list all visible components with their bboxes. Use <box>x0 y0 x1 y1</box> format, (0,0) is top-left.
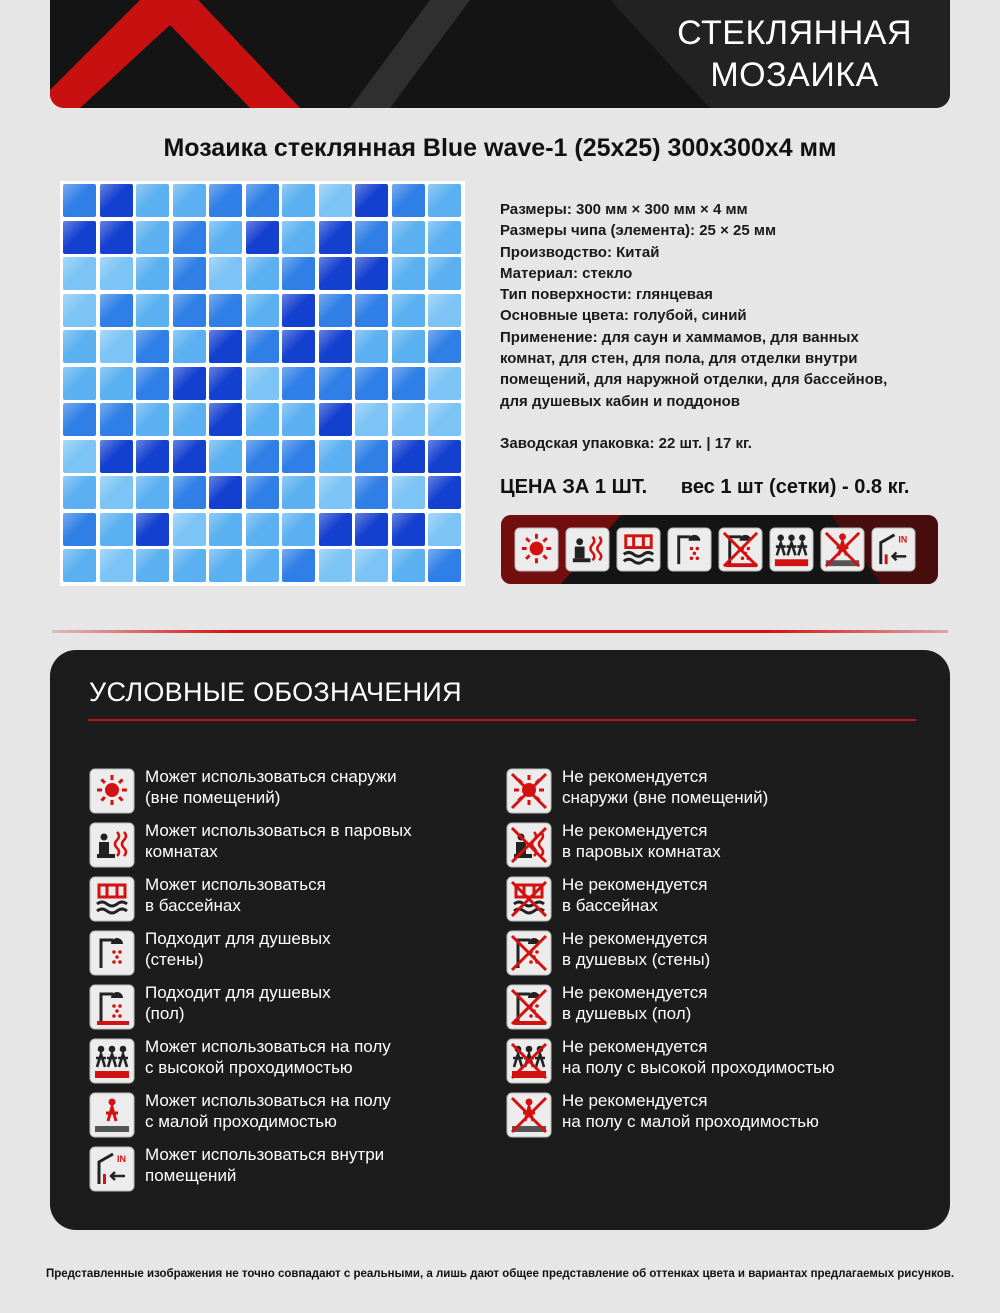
mosaic-chip <box>428 257 461 290</box>
weight-label: вес 1 шт (сетки) - 0.8 кг. <box>680 476 910 498</box>
mosaic-chip <box>63 221 96 254</box>
shower-wall-not-recommended-icon <box>506 930 552 976</box>
mosaic-chip <box>282 221 315 254</box>
mosaic-chip <box>392 221 425 254</box>
mosaic-chip <box>173 184 206 217</box>
shower-floor-icon <box>89 984 135 1030</box>
mosaic-chip <box>136 221 169 254</box>
mosaic-chip <box>136 257 169 290</box>
usage-icon-bar <box>501 515 938 584</box>
mosaic-chip <box>100 367 133 400</box>
spec-origin: Производство: Китай <box>500 243 660 261</box>
mosaic-chip <box>319 184 352 217</box>
mosaic-chip <box>428 367 461 400</box>
mosaic-chip <box>355 549 388 582</box>
spec-chip-size: Размеры чипа (элемента): 25 × 25 мм <box>500 222 777 240</box>
mosaic-chip <box>246 367 279 400</box>
mosaic-chip <box>100 440 133 473</box>
steam-room-icon <box>89 822 135 868</box>
mosaic-chip <box>392 294 425 327</box>
mosaic-chip <box>282 513 315 546</box>
mosaic-chip <box>428 549 461 582</box>
mosaic-chip <box>209 184 242 217</box>
high-traffic-floor-icon <box>89 1038 135 1084</box>
mosaic-chip <box>246 403 279 436</box>
mosaic-chip <box>319 221 352 254</box>
mosaic-chip <box>355 513 388 546</box>
product-specs <box>500 199 940 454</box>
price-label: ЦЕНА ЗА 1 ШТ. <box>500 476 648 498</box>
mosaic-chip <box>392 403 425 436</box>
mosaic-chip <box>282 476 315 509</box>
mosaic-chip <box>428 403 461 436</box>
high-traffic-floor-icon <box>769 527 814 572</box>
mosaic-chip <box>428 513 461 546</box>
mosaic-chip <box>209 403 242 436</box>
mosaic-chip <box>63 549 96 582</box>
mosaic-chip <box>282 184 315 217</box>
mosaic-chip <box>319 513 352 546</box>
disclaimer-footnote: Представленные изображения не точно совпадают с реальными, а лишь дают общее представление об оттенках цвета и вариантах предлагаемых рисунков. <box>45 1268 955 1280</box>
mosaic-chip <box>209 440 242 473</box>
pool-icon <box>616 527 661 572</box>
shower-wall-icon <box>89 930 135 976</box>
spec-usage-line2: комнат, для стен, для пола, для отделки внутри <box>500 350 858 368</box>
mosaic-chip <box>246 440 279 473</box>
mosaic-chip <box>392 257 425 290</box>
mosaic-chip <box>428 221 461 254</box>
high-traffic-floor-not-recommended-icon <box>506 1038 552 1084</box>
legend-divider <box>88 719 916 721</box>
mosaic-chip <box>136 294 169 327</box>
mosaic-chip <box>282 367 315 400</box>
mosaic-chip <box>392 184 425 217</box>
mosaic-chip <box>355 330 388 363</box>
mosaic-chip <box>428 440 461 473</box>
mosaic-chip <box>63 440 96 473</box>
sun-icon <box>89 768 135 814</box>
spec-surface: Тип поверхности: глянцевая <box>500 286 713 304</box>
svg-text:IN: IN <box>898 534 908 545</box>
mosaic-product-image <box>60 181 465 586</box>
mosaic-chip <box>355 476 388 509</box>
mosaic-chip <box>173 221 206 254</box>
mosaic-chip <box>63 367 96 400</box>
mosaic-chip <box>136 184 169 217</box>
mosaic-chip <box>428 294 461 327</box>
mosaic-chip <box>355 184 388 217</box>
legend-title: УСЛОВНЫЕ ОБОЗНАЧЕНИЯ <box>89 677 462 707</box>
mosaic-chip <box>136 330 169 363</box>
mosaic-chip <box>392 367 425 400</box>
mosaic-chip <box>173 257 206 290</box>
mosaic-chip <box>246 476 279 509</box>
red-separator <box>52 630 948 633</box>
mosaic-chip <box>392 513 425 546</box>
mosaic-chip <box>173 294 206 327</box>
spec-material: Материал: стекло <box>500 264 633 282</box>
mosaic-chip <box>319 476 352 509</box>
mosaic-chip <box>173 549 206 582</box>
mosaic-chip <box>136 476 169 509</box>
mosaic-chip <box>136 549 169 582</box>
spec-size: Размеры: 300 мм × 300 мм × 4 мм <box>500 201 748 218</box>
mosaic-chip <box>209 476 242 509</box>
mosaic-chip <box>319 403 352 436</box>
mosaic-chip <box>100 403 133 436</box>
mosaic-chip <box>246 513 279 546</box>
mosaic-chip <box>428 476 461 509</box>
mosaic-chip <box>282 440 315 473</box>
mosaic-chip <box>100 549 133 582</box>
mosaic-chip <box>282 549 315 582</box>
mosaic-chip <box>100 513 133 546</box>
mosaic-chip <box>282 294 315 327</box>
mosaic-chip <box>392 476 425 509</box>
mosaic-chip <box>355 294 388 327</box>
low-traffic-floor-not-recommended-icon <box>820 527 865 572</box>
mosaic-chip <box>282 403 315 436</box>
product-title: Мозаика стеклянная Blue wave-1 (25x25) 300x300x4 мм <box>163 134 837 162</box>
mosaic-chip <box>319 330 352 363</box>
mosaic-chip <box>282 330 315 363</box>
indoor-icon <box>89 1146 135 1192</box>
mosaic-chip <box>100 294 133 327</box>
mosaic-chip <box>136 440 169 473</box>
mosaic-chip <box>100 257 133 290</box>
price-row <box>500 476 937 499</box>
mosaic-chip <box>173 513 206 546</box>
mosaic-chip <box>428 330 461 363</box>
mosaic-chip <box>355 221 388 254</box>
mosaic-chip <box>63 513 96 546</box>
mosaic-chip <box>428 184 461 217</box>
mosaic-chip <box>63 257 96 290</box>
low-traffic-floor-not-recommended-icon <box>506 1092 552 1138</box>
mosaic-chip <box>209 513 242 546</box>
mosaic-chip <box>136 367 169 400</box>
mosaic-chip <box>63 403 96 436</box>
spec-colors: Основные цвета: голубой, синий <box>500 307 747 325</box>
mosaic-chip <box>63 476 96 509</box>
mosaic-chip <box>173 330 206 363</box>
mosaic-chip <box>173 440 206 473</box>
mosaic-chip <box>246 330 279 363</box>
shower-wall-icon <box>667 527 712 572</box>
mosaic-chip <box>355 403 388 436</box>
svg-text:IN: IN <box>117 1154 126 1164</box>
steam-room-icon <box>565 527 610 572</box>
shower-floor-not-recommended-icon <box>718 527 763 572</box>
mosaic-chip <box>136 513 169 546</box>
mosaic-chip <box>355 257 388 290</box>
mosaic-chip <box>282 257 315 290</box>
legend-panel: УСЛОВНЫЕ ОБОЗНАЧЕНИЯ Может использоваться снаружи (вне помещений) Может использоваться в паровых комнатах Может использоваться в бассейнах Подходит для душевых (стены) Подходит для душевых (пол) Может использоваться на полу с высокой проходимостью Может использоваться на полу с малой проходимостью IN Может использоваться внутри помещений Не рекомендуется снаружи (вне помещений) Не рекомендуется в паровых комнатах Не рекомендуется в бассейнах Не рекомендуется в душевых (стены) Не рекомендуется в душевых (пол) Не рекомендуется на полу с высокой проходимостью Не рекомендуется на полу с малой проходимостью <box>50 650 950 1230</box>
mosaic-chip <box>209 257 242 290</box>
indoor-icon <box>871 527 916 572</box>
header-banner <box>50 0 950 108</box>
mosaic-chip <box>136 403 169 436</box>
sun-not-recommended-icon <box>506 768 552 814</box>
mosaic-chip <box>319 294 352 327</box>
sun-icon <box>514 527 559 572</box>
mosaic-chip <box>319 257 352 290</box>
mosaic-chip <box>246 221 279 254</box>
mosaic-chip <box>63 184 96 217</box>
low-traffic-floor-icon <box>89 1092 135 1138</box>
mosaic-chip <box>392 440 425 473</box>
mosaic-chip <box>246 294 279 327</box>
mosaic-chip <box>355 367 388 400</box>
mosaic-chip <box>63 294 96 327</box>
mosaic-chip <box>392 549 425 582</box>
mosaic-chip <box>246 184 279 217</box>
pool-not-recommended-icon <box>506 876 552 922</box>
spec-packaging: Заводская упаковка: 22 шт. | 17 кг. <box>500 434 752 452</box>
mosaic-chip <box>173 367 206 400</box>
mosaic-chip <box>246 549 279 582</box>
mosaic-chip <box>246 257 279 290</box>
mosaic-chip <box>100 221 133 254</box>
spec-usage-line4: для душевых кабин и поддонов <box>500 392 741 410</box>
shower-floor-not-recommended-icon <box>506 984 552 1030</box>
pool-icon <box>89 876 135 922</box>
mosaic-chip <box>209 367 242 400</box>
mosaic-chip <box>100 184 133 217</box>
mosaic-chip <box>100 330 133 363</box>
mosaic-chip <box>319 440 352 473</box>
mosaic-chip <box>319 549 352 582</box>
mosaic-chip <box>355 440 388 473</box>
mosaic-chip <box>173 403 206 436</box>
spec-usage-line1: Применение: для саун и хаммамов, для ванных <box>500 328 859 346</box>
mosaic-chip <box>209 221 242 254</box>
mosaic-chip <box>209 330 242 363</box>
mosaic-chip <box>209 549 242 582</box>
spec-usage-line3: помещений, для наружной отделки, для бассейнов, <box>500 371 888 389</box>
banner-title: СТЕКЛЯННАЯ МОЗАИКА <box>677 14 912 94</box>
mosaic-chip <box>100 476 133 509</box>
mosaic-chip <box>392 330 425 363</box>
mosaic-chip <box>209 294 242 327</box>
mosaic-chip <box>319 367 352 400</box>
mosaic-chip <box>63 330 96 363</box>
mosaic-chip <box>173 476 206 509</box>
steam-room-not-recommended-icon <box>506 822 552 868</box>
